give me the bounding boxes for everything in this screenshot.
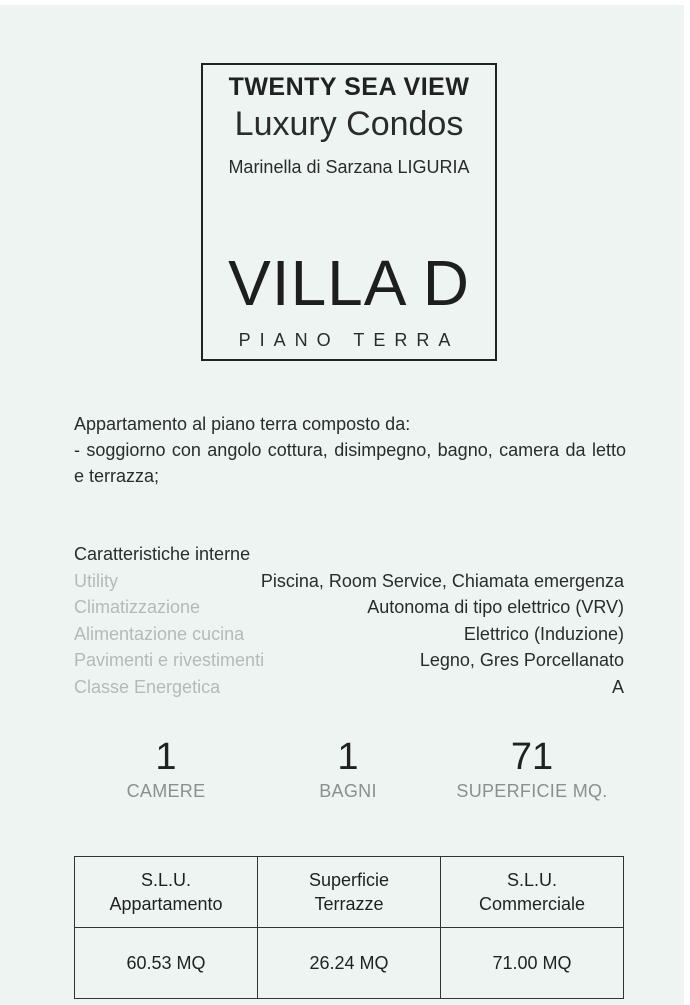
brand-name: TWENTY SEA VIEW (228, 73, 470, 101)
features-list (74, 541, 624, 700)
brochure-page (0, 5, 684, 1005)
header-line: Commerciale (478, 894, 586, 914)
description (74, 411, 626, 489)
feature-value: Autonoma di tipo elettrico (VRV) (367, 597, 624, 617)
title-box (201, 63, 497, 361)
header-line: Appartamento (109, 894, 223, 914)
brand-subtitle: Luxury Condos (234, 105, 464, 143)
table-cell: 26.24 MQ (258, 928, 441, 999)
feature-value: A (611, 676, 624, 697)
description-line-2: - soggiorno con angolo cottura, disimpegno, bagno, camera da letto e terrazza; (74, 440, 626, 486)
feature-row (74, 674, 624, 701)
feature-value: Elettrico (Induzione) (463, 623, 624, 644)
description-line-1: Appartamento al piano terra composto da: (74, 414, 411, 434)
floor-label: PIANO TERRA (238, 330, 460, 350)
feature-value: Piscina, Room Service, Chiamata emergenza (260, 570, 624, 591)
stat-camere (66, 735, 266, 802)
feature-key: Utility (74, 570, 118, 591)
stat-label: SUPERFICIE MQ. (456, 781, 608, 801)
feature-key: Alimentazione cucina (74, 623, 245, 644)
table-header-row (75, 857, 624, 928)
stat-bagni (248, 735, 448, 802)
table-cell: 71.00 MQ (441, 928, 624, 999)
table-header-cell (441, 857, 624, 928)
stat-superficie (432, 735, 632, 802)
header-line: S.L.U. (140, 870, 192, 890)
feature-row (74, 594, 624, 621)
header-line: Superficie (308, 870, 390, 890)
table-cell: 60.53 MQ (75, 928, 258, 999)
stat-label: BAGNI (319, 781, 377, 801)
feature-row (74, 621, 624, 648)
stat-value: 1 (337, 736, 359, 778)
table-header-cell (75, 857, 258, 928)
location: Marinella di Sarzana LIGURIA (228, 157, 470, 177)
feature-key: Climatizzazione (74, 597, 201, 617)
header-line: Terrazze (314, 894, 384, 914)
stat-label: CAMERE (126, 781, 206, 801)
header-line: S.L.U. (506, 870, 558, 890)
feature-key: Classe Energetica (74, 676, 221, 697)
feature-key: Pavimenti e rivestimenti (74, 650, 265, 670)
table-header-cell (258, 857, 441, 928)
table-row (75, 928, 624, 999)
areas-table (74, 856, 624, 999)
stat-value: 1 (155, 736, 177, 778)
feature-row (74, 568, 624, 595)
villa-title: VILLA D (228, 247, 470, 319)
feature-row (74, 647, 624, 674)
stat-value: 71 (510, 736, 554, 778)
features-heading: Caratteristiche interne (74, 544, 251, 564)
feature-value: Legno, Gres Porcellanato (419, 650, 624, 670)
